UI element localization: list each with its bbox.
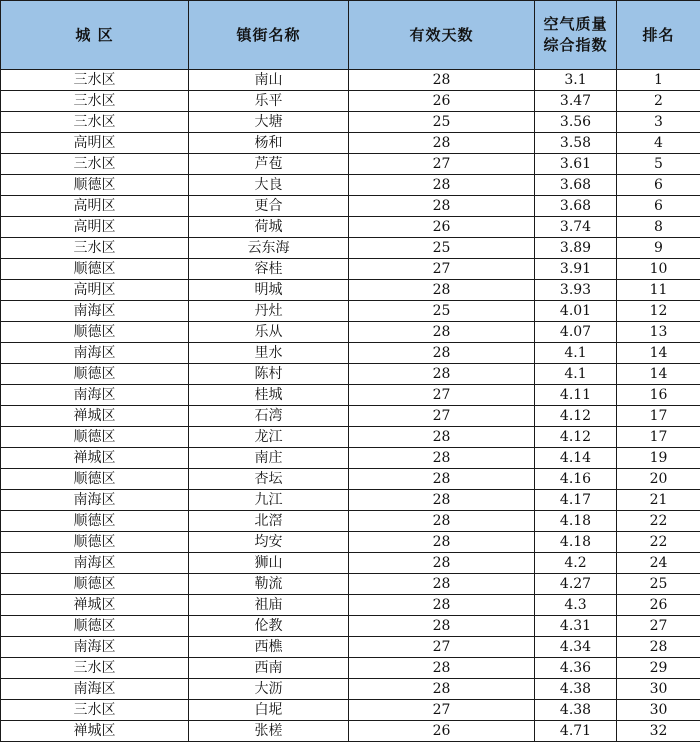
cell-valid-days: 28 (349, 616, 535, 637)
cell-valid-days: 28 (349, 532, 535, 553)
cell-aqi-index: 4.34 (535, 637, 617, 658)
table-row (1, 133, 700, 154)
header-aqi-line1: 空气质量 (543, 15, 608, 33)
table-row (1, 112, 700, 133)
cell-valid-days: 28 (349, 553, 535, 574)
cell-valid-days: 28 (349, 175, 535, 196)
cell-town: 芦苞 (189, 154, 349, 175)
table-row (1, 553, 700, 574)
cell-town: 云东海 (189, 238, 349, 259)
cell-valid-days: 28 (349, 448, 535, 469)
cell-town: 丹灶 (189, 301, 349, 322)
cell-town: 里水 (189, 343, 349, 364)
cell-aqi-index: 4.14 (535, 448, 617, 469)
table-row (1, 280, 700, 301)
cell-aqi-index: 4.38 (535, 679, 617, 700)
cell-rank: 24 (617, 553, 700, 574)
table-row (1, 91, 700, 112)
cell-district: 三水区 (1, 70, 189, 91)
cell-valid-days: 25 (349, 301, 535, 322)
cell-valid-days: 28 (349, 574, 535, 595)
cell-aqi-index: 4.38 (535, 700, 617, 721)
table-row (1, 406, 700, 427)
table-row (1, 616, 700, 637)
cell-town: 桂城 (189, 385, 349, 406)
table-header (1, 1, 700, 70)
cell-district: 南海区 (1, 679, 189, 700)
cell-valid-days: 28 (349, 364, 535, 385)
cell-district: 南海区 (1, 385, 189, 406)
table-row (1, 217, 700, 238)
cell-district: 顺德区 (1, 469, 189, 490)
cell-rank: 19 (617, 448, 700, 469)
cell-town: 明城 (189, 280, 349, 301)
cell-rank: 32 (617, 721, 700, 742)
cell-rank: 3 (617, 112, 700, 133)
cell-aqi-index: 4.27 (535, 574, 617, 595)
cell-aqi-index: 4.16 (535, 469, 617, 490)
table-row (1, 637, 700, 658)
cell-aqi-index: 4.12 (535, 406, 617, 427)
cell-district: 顺德区 (1, 175, 189, 196)
cell-town: 勒流 (189, 574, 349, 595)
cell-aqi-index: 3.68 (535, 175, 617, 196)
header-aqi (535, 1, 617, 70)
cell-town: 北滘 (189, 511, 349, 532)
cell-town: 大良 (189, 175, 349, 196)
header-aqi-line2: 综合指数 (543, 36, 608, 54)
cell-aqi-index: 4.07 (535, 322, 617, 343)
table-row (1, 301, 700, 322)
cell-district: 三水区 (1, 112, 189, 133)
cell-rank: 10 (617, 259, 700, 280)
cell-valid-days: 28 (349, 427, 535, 448)
table-row (1, 700, 700, 721)
cell-valid-days: 28 (349, 511, 535, 532)
cell-valid-days: 27 (349, 700, 535, 721)
cell-district: 顺德区 (1, 364, 189, 385)
cell-aqi-index: 4.2 (535, 553, 617, 574)
cell-town: 九江 (189, 490, 349, 511)
cell-district: 顺德区 (1, 532, 189, 553)
cell-town: 杨和 (189, 133, 349, 154)
cell-rank: 9 (617, 238, 700, 259)
cell-aqi-index: 4.17 (535, 490, 617, 511)
cell-district: 南海区 (1, 490, 189, 511)
cell-district: 顺德区 (1, 616, 189, 637)
cell-valid-days: 28 (349, 133, 535, 154)
table-row (1, 658, 700, 679)
cell-valid-days: 25 (349, 112, 535, 133)
cell-town: 容桂 (189, 259, 349, 280)
cell-town: 伦教 (189, 616, 349, 637)
table-row (1, 448, 700, 469)
cell-district: 高明区 (1, 133, 189, 154)
cell-valid-days: 28 (349, 343, 535, 364)
cell-aqi-index: 4.01 (535, 301, 617, 322)
cell-district: 南海区 (1, 343, 189, 364)
cell-valid-days: 28 (349, 196, 535, 217)
cell-valid-days: 26 (349, 217, 535, 238)
cell-rank: 30 (617, 700, 700, 721)
table-row (1, 238, 700, 259)
cell-rank: 25 (617, 574, 700, 595)
cell-rank: 1 (617, 70, 700, 91)
table-row (1, 70, 700, 91)
cell-rank: 6 (617, 175, 700, 196)
table-row (1, 511, 700, 532)
cell-valid-days: 28 (349, 469, 535, 490)
table-row (1, 175, 700, 196)
cell-valid-days: 28 (349, 70, 535, 91)
cell-valid-days: 27 (349, 406, 535, 427)
cell-rank: 14 (617, 364, 700, 385)
cell-aqi-index: 3.74 (535, 217, 617, 238)
table-row (1, 364, 700, 385)
cell-town: 乐从 (189, 322, 349, 343)
cell-valid-days: 27 (349, 637, 535, 658)
cell-valid-days: 28 (349, 490, 535, 511)
table-row (1, 385, 700, 406)
cell-aqi-index: 4.18 (535, 511, 617, 532)
cell-district: 禅城区 (1, 406, 189, 427)
cell-town: 杏坛 (189, 469, 349, 490)
cell-aqi-index: 4.3 (535, 595, 617, 616)
table-row (1, 343, 700, 364)
table-row (1, 196, 700, 217)
cell-rank: 13 (617, 322, 700, 343)
cell-aqi-index: 3.68 (535, 196, 617, 217)
cell-town: 南山 (189, 70, 349, 91)
cell-district: 三水区 (1, 700, 189, 721)
cell-aqi-index: 4.18 (535, 532, 617, 553)
cell-rank: 28 (617, 637, 700, 658)
table-row (1, 721, 700, 742)
cell-town: 乐平 (189, 91, 349, 112)
header-rank: 排名 (617, 1, 700, 70)
table-row (1, 532, 700, 553)
cell-rank: 5 (617, 154, 700, 175)
cell-town: 大塘 (189, 112, 349, 133)
cell-district: 顺德区 (1, 259, 189, 280)
cell-district: 顺德区 (1, 511, 189, 532)
cell-town: 白坭 (189, 700, 349, 721)
cell-district: 禅城区 (1, 595, 189, 616)
cell-town: 祖庙 (189, 595, 349, 616)
header-valid-days: 有效天数 (349, 1, 535, 70)
cell-valid-days: 26 (349, 91, 535, 112)
cell-valid-days: 26 (349, 721, 535, 742)
header-town: 镇街名称 (189, 1, 349, 70)
cell-district: 三水区 (1, 91, 189, 112)
table-row (1, 679, 700, 700)
cell-rank: 30 (617, 679, 700, 700)
cell-district: 高明区 (1, 280, 189, 301)
cell-district: 顺德区 (1, 427, 189, 448)
cell-rank: 17 (617, 427, 700, 448)
table-row (1, 574, 700, 595)
cell-aqi-index: 4.71 (535, 721, 617, 742)
table-row (1, 154, 700, 175)
cell-valid-days: 27 (349, 259, 535, 280)
cell-aqi-index: 3.56 (535, 112, 617, 133)
cell-rank: 17 (617, 406, 700, 427)
cell-rank: 22 (617, 532, 700, 553)
cell-rank: 27 (617, 616, 700, 637)
cell-town: 荷城 (189, 217, 349, 238)
table-row (1, 427, 700, 448)
cell-town: 龙江 (189, 427, 349, 448)
cell-rank: 16 (617, 385, 700, 406)
cell-aqi-index: 4.31 (535, 616, 617, 637)
cell-rank: 6 (617, 196, 700, 217)
table-row (1, 595, 700, 616)
cell-aqi-index: 3.89 (535, 238, 617, 259)
cell-district: 禅城区 (1, 721, 189, 742)
cell-valid-days: 28 (349, 595, 535, 616)
table-body (1, 70, 700, 742)
cell-rank: 14 (617, 343, 700, 364)
cell-aqi-index: 3.93 (535, 280, 617, 301)
cell-aqi-index: 4.11 (535, 385, 617, 406)
cell-rank: 22 (617, 511, 700, 532)
cell-district: 三水区 (1, 238, 189, 259)
cell-town: 更合 (189, 196, 349, 217)
cell-valid-days: 25 (349, 238, 535, 259)
cell-district: 高明区 (1, 196, 189, 217)
cell-rank: 20 (617, 469, 700, 490)
header-row (1, 1, 700, 70)
cell-town: 狮山 (189, 553, 349, 574)
table-row (1, 469, 700, 490)
cell-town: 张槎 (189, 721, 349, 742)
cell-aqi-index: 4.1 (535, 364, 617, 385)
cell-district: 三水区 (1, 658, 189, 679)
cell-valid-days: 28 (349, 280, 535, 301)
cell-rank: 29 (617, 658, 700, 679)
header-district: 城 区 (1, 1, 189, 70)
cell-district: 禅城区 (1, 448, 189, 469)
cell-aqi-index: 4.36 (535, 658, 617, 679)
cell-district: 高明区 (1, 217, 189, 238)
cell-district: 南海区 (1, 553, 189, 574)
cell-aqi-index: 3.47 (535, 91, 617, 112)
cell-town: 石湾 (189, 406, 349, 427)
cell-aqi-index: 3.61 (535, 154, 617, 175)
cell-rank: 21 (617, 490, 700, 511)
cell-town: 均安 (189, 532, 349, 553)
cell-town: 西南 (189, 658, 349, 679)
cell-aqi-index: 3.1 (535, 70, 617, 91)
cell-aqi-index: 3.91 (535, 259, 617, 280)
cell-town: 西樵 (189, 637, 349, 658)
cell-aqi-index: 3.58 (535, 133, 617, 154)
cell-valid-days: 27 (349, 154, 535, 175)
cell-rank: 2 (617, 91, 700, 112)
cell-valid-days: 28 (349, 679, 535, 700)
cell-rank: 12 (617, 301, 700, 322)
cell-district: 顺德区 (1, 574, 189, 595)
cell-rank: 4 (617, 133, 700, 154)
cell-district: 南海区 (1, 301, 189, 322)
cell-rank: 8 (617, 217, 700, 238)
table-row (1, 490, 700, 511)
cell-town: 南庄 (189, 448, 349, 469)
cell-valid-days: 27 (349, 385, 535, 406)
cell-valid-days: 28 (349, 322, 535, 343)
table-row (1, 259, 700, 280)
cell-rank: 11 (617, 280, 700, 301)
cell-district: 南海区 (1, 637, 189, 658)
cell-valid-days: 28 (349, 658, 535, 679)
cell-rank: 26 (617, 595, 700, 616)
cell-district: 顺德区 (1, 322, 189, 343)
cell-aqi-index: 4.1 (535, 343, 617, 364)
cell-town: 大沥 (189, 679, 349, 700)
cell-town: 陈村 (189, 364, 349, 385)
cell-district: 三水区 (1, 154, 189, 175)
cell-aqi-index: 4.12 (535, 427, 617, 448)
table-row (1, 322, 700, 343)
